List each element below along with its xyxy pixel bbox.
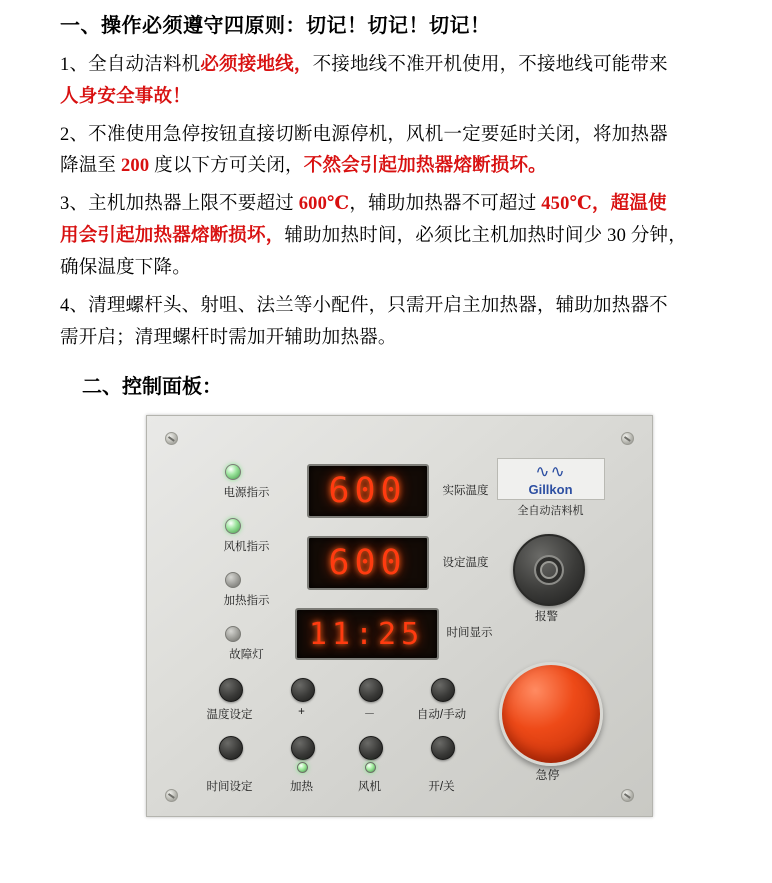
rule-1-part-0: 1、全自动洁料机 (60, 55, 201, 75)
rule-3-part-0: 3、主机加热器上限不要超过 (60, 194, 299, 215)
fault-indicator-label: 故障灯 (229, 649, 264, 662)
set-temperature-display: 600 (307, 536, 429, 590)
fan-label: 风机 (358, 781, 381, 794)
rule-4-part-1: 需开启；清理螺杆时需加开辅助加热器。 (60, 327, 397, 348)
heat-button-led-icon (297, 762, 308, 773)
time-display-label: 时间显示 (446, 627, 493, 640)
brand-subtitle: 全自动洁料机 (517, 505, 584, 517)
screw-icon (165, 432, 178, 445)
rule-paragraph-1 (60, 50, 738, 114)
decrease-button[interactable] (359, 678, 383, 702)
power-indicator-label: 电源指示 (223, 487, 270, 500)
power-led-icon (225, 464, 241, 480)
rule-paragraph-4 (60, 291, 738, 355)
indicator-fault (199, 626, 295, 680)
heat-led-icon (225, 572, 241, 588)
rule-4-part-0: 4、清理螺杆头、射咀、法兰等小配件，只需开启主加热器，辅助加热器不 (60, 295, 668, 316)
power-switch-button[interactable] (431, 736, 455, 760)
heat-label: 加热 (290, 781, 313, 794)
rule-3-part-6: 辅助加热时间，必须比主机加热时间少 30 分钟， (284, 226, 687, 247)
rule-2-part-0: 2、不准使用急停按钮直接切断电源停机，风机一定要延时关闭，将加热器 (60, 124, 668, 145)
indicator-column (199, 464, 295, 680)
decrease-label: － (363, 709, 376, 722)
section-heading-2: 二、控制面板： (82, 376, 222, 399)
control-panel (146, 415, 653, 817)
heat-button[interactable] (291, 736, 315, 760)
increase-button[interactable] (291, 678, 315, 702)
fault-led-icon (225, 626, 241, 642)
screw-icon (621, 432, 634, 445)
auto-manual-button[interactable] (431, 678, 455, 702)
indicator-fan (199, 518, 295, 572)
rule-3-part-5: 用会引起加热器熔断损坏， (60, 226, 285, 247)
alarm-buzzer-label: 报警 (535, 611, 558, 624)
brand-name: Gillkon (528, 482, 573, 497)
section-heading-1: 一、操作必须遵守四原则：切记！切记！切记！ (60, 15, 491, 37)
rule-3-part-2: ，辅助加热器不可超过 (349, 194, 542, 215)
temperature-set-label: 温度设定 (206, 709, 253, 722)
rule-1-part-2: 不接地线不准开机使用，不接地线可能带来 (312, 55, 668, 75)
screw-icon (165, 789, 178, 802)
rule-2-part-1: 降温至 (60, 156, 121, 177)
rule-paragraph-3 (60, 189, 738, 284)
alarm-buzzer-icon (513, 534, 585, 606)
fan-led-icon (225, 518, 241, 534)
temperature-set-button[interactable] (219, 678, 243, 702)
rule-2-part-4: 可关闭， (228, 156, 304, 177)
indicator-heat (199, 572, 295, 626)
fan-indicator-label: 风机指示 (223, 541, 270, 554)
rule-paragraph-2 (60, 120, 738, 184)
brand-mark-icon: ∿∿ (535, 462, 566, 482)
set-temperature-label: 设定温度 (442, 557, 489, 570)
rule-3-part-7: 确保温度下降。 (60, 257, 191, 278)
rule-2-part-2: 200 (120, 156, 155, 177)
power-switch-label: 开/关 (428, 781, 455, 794)
emergency-stop-label: 急停 (535, 768, 560, 783)
control-panel-photo (60, 415, 738, 817)
rule-1-part-1: 必须接地线， (200, 55, 313, 75)
actual-temperature-display: 600 (307, 464, 429, 518)
time-set-button[interactable] (219, 736, 243, 760)
rule-1-part-3: 人身安全事故！ (60, 86, 191, 107)
rule-3-part-4: 超温使 (610, 194, 667, 215)
increase-label: + (298, 706, 305, 719)
emergency-stop-button[interactable] (499, 662, 603, 766)
rule-2-part-3: 度以下方 (154, 156, 229, 177)
indicator-power (199, 464, 295, 518)
rule-3-part-1: 600℃ (298, 194, 350, 215)
fan-button-led-icon (365, 762, 376, 773)
fan-button[interactable] (359, 736, 383, 760)
auto-manual-label: 自动/手动 (416, 709, 467, 722)
rule-3-part-3: 450℃， (541, 194, 611, 215)
brand-logo (497, 458, 605, 518)
brand-logo-box (497, 458, 605, 500)
heat-indicator-label: 加热指示 (223, 595, 270, 608)
time-set-label: 时间设定 (206, 781, 253, 794)
rule-2-part-5: 不然会引起加热器熔断损坏。 (303, 156, 547, 177)
screw-icon (621, 789, 634, 802)
actual-temperature-label: 实际温度 (442, 485, 489, 498)
time-display: 11:25 (295, 608, 439, 660)
